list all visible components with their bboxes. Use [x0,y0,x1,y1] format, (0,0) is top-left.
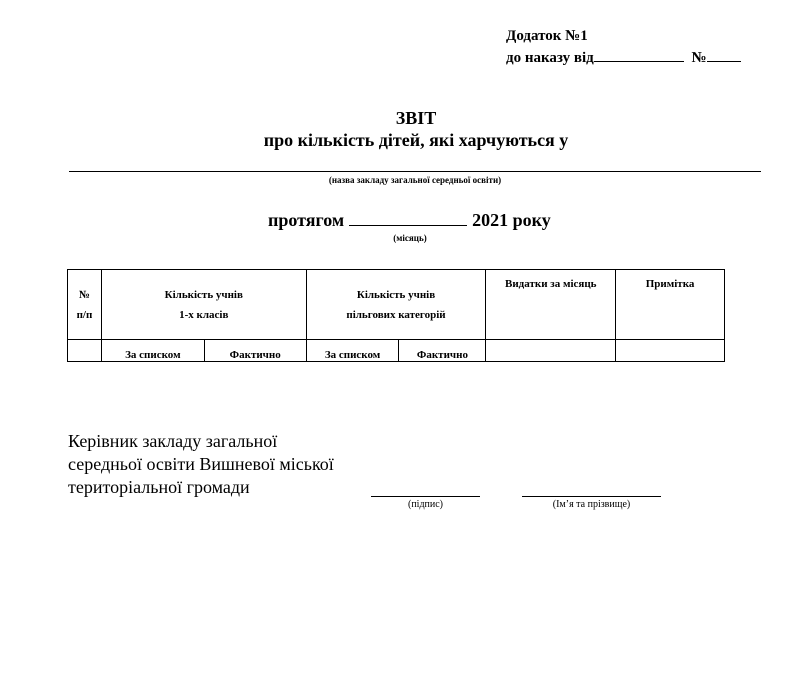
privileged-by-list-cell: За списком [306,340,399,362]
head-position [68,430,334,499]
period-prefix: протягом [268,210,345,230]
month-blank [349,210,467,226]
report-heading: ЗВІТ [395,108,437,128]
expenses-value-cell [486,340,616,362]
privileged-header-cell [306,270,486,340]
annex-order-prefix: до наказу від [506,50,594,66]
expenses-header-cell: Видатки за місяць [486,270,616,340]
month-caption: (місяць) [393,233,427,243]
head-position-line3: територіальної громади [68,477,250,497]
first-grade-actual-cell: Фактично [204,340,306,362]
annex-number-sign: № [691,50,707,66]
annex-order-line [506,48,741,67]
report-subheading: про кількість дітей, які харчуються у [263,130,569,150]
head-position-line1: Керівник закладу загальної [68,431,278,451]
privileged-header-line1: Кількість учнів [356,288,436,301]
institution-caption: (назва закладу загальної середньої освіти) [328,175,502,185]
name-line [522,496,661,497]
first-grade-header-line1: Кількість учнів [164,288,243,301]
report-table [67,269,725,362]
head-position-line2: середньої освіти Вишневої міської [68,454,334,474]
first-grade-by-list-cell: За списком [101,340,204,362]
first-grade-header-line2: 1-х класів [179,308,229,321]
name-caption: (Ім’я та прізвище) [552,499,631,510]
privileged-header-line2: пільгових категорій [346,308,446,321]
period-suffix: 2021 року [472,210,551,230]
note-header-cell: Примітка [616,270,725,340]
note-value-cell [616,340,725,362]
institution-name-line [69,171,761,172]
number-value-cell [68,340,102,362]
number-header-line2: п/п [76,308,93,321]
period-line [268,210,551,231]
number-header-cell [68,270,102,340]
first-grade-header-cell [101,270,306,340]
annex-title: Додаток №1 [506,28,588,44]
signature-caption: (підпис) [407,499,444,510]
order-number-blank [707,48,741,62]
order-date-blank [594,48,684,62]
privileged-actual-cell: Фактично [399,340,486,362]
number-header-line1: № [78,288,90,301]
signature-line [371,496,480,497]
